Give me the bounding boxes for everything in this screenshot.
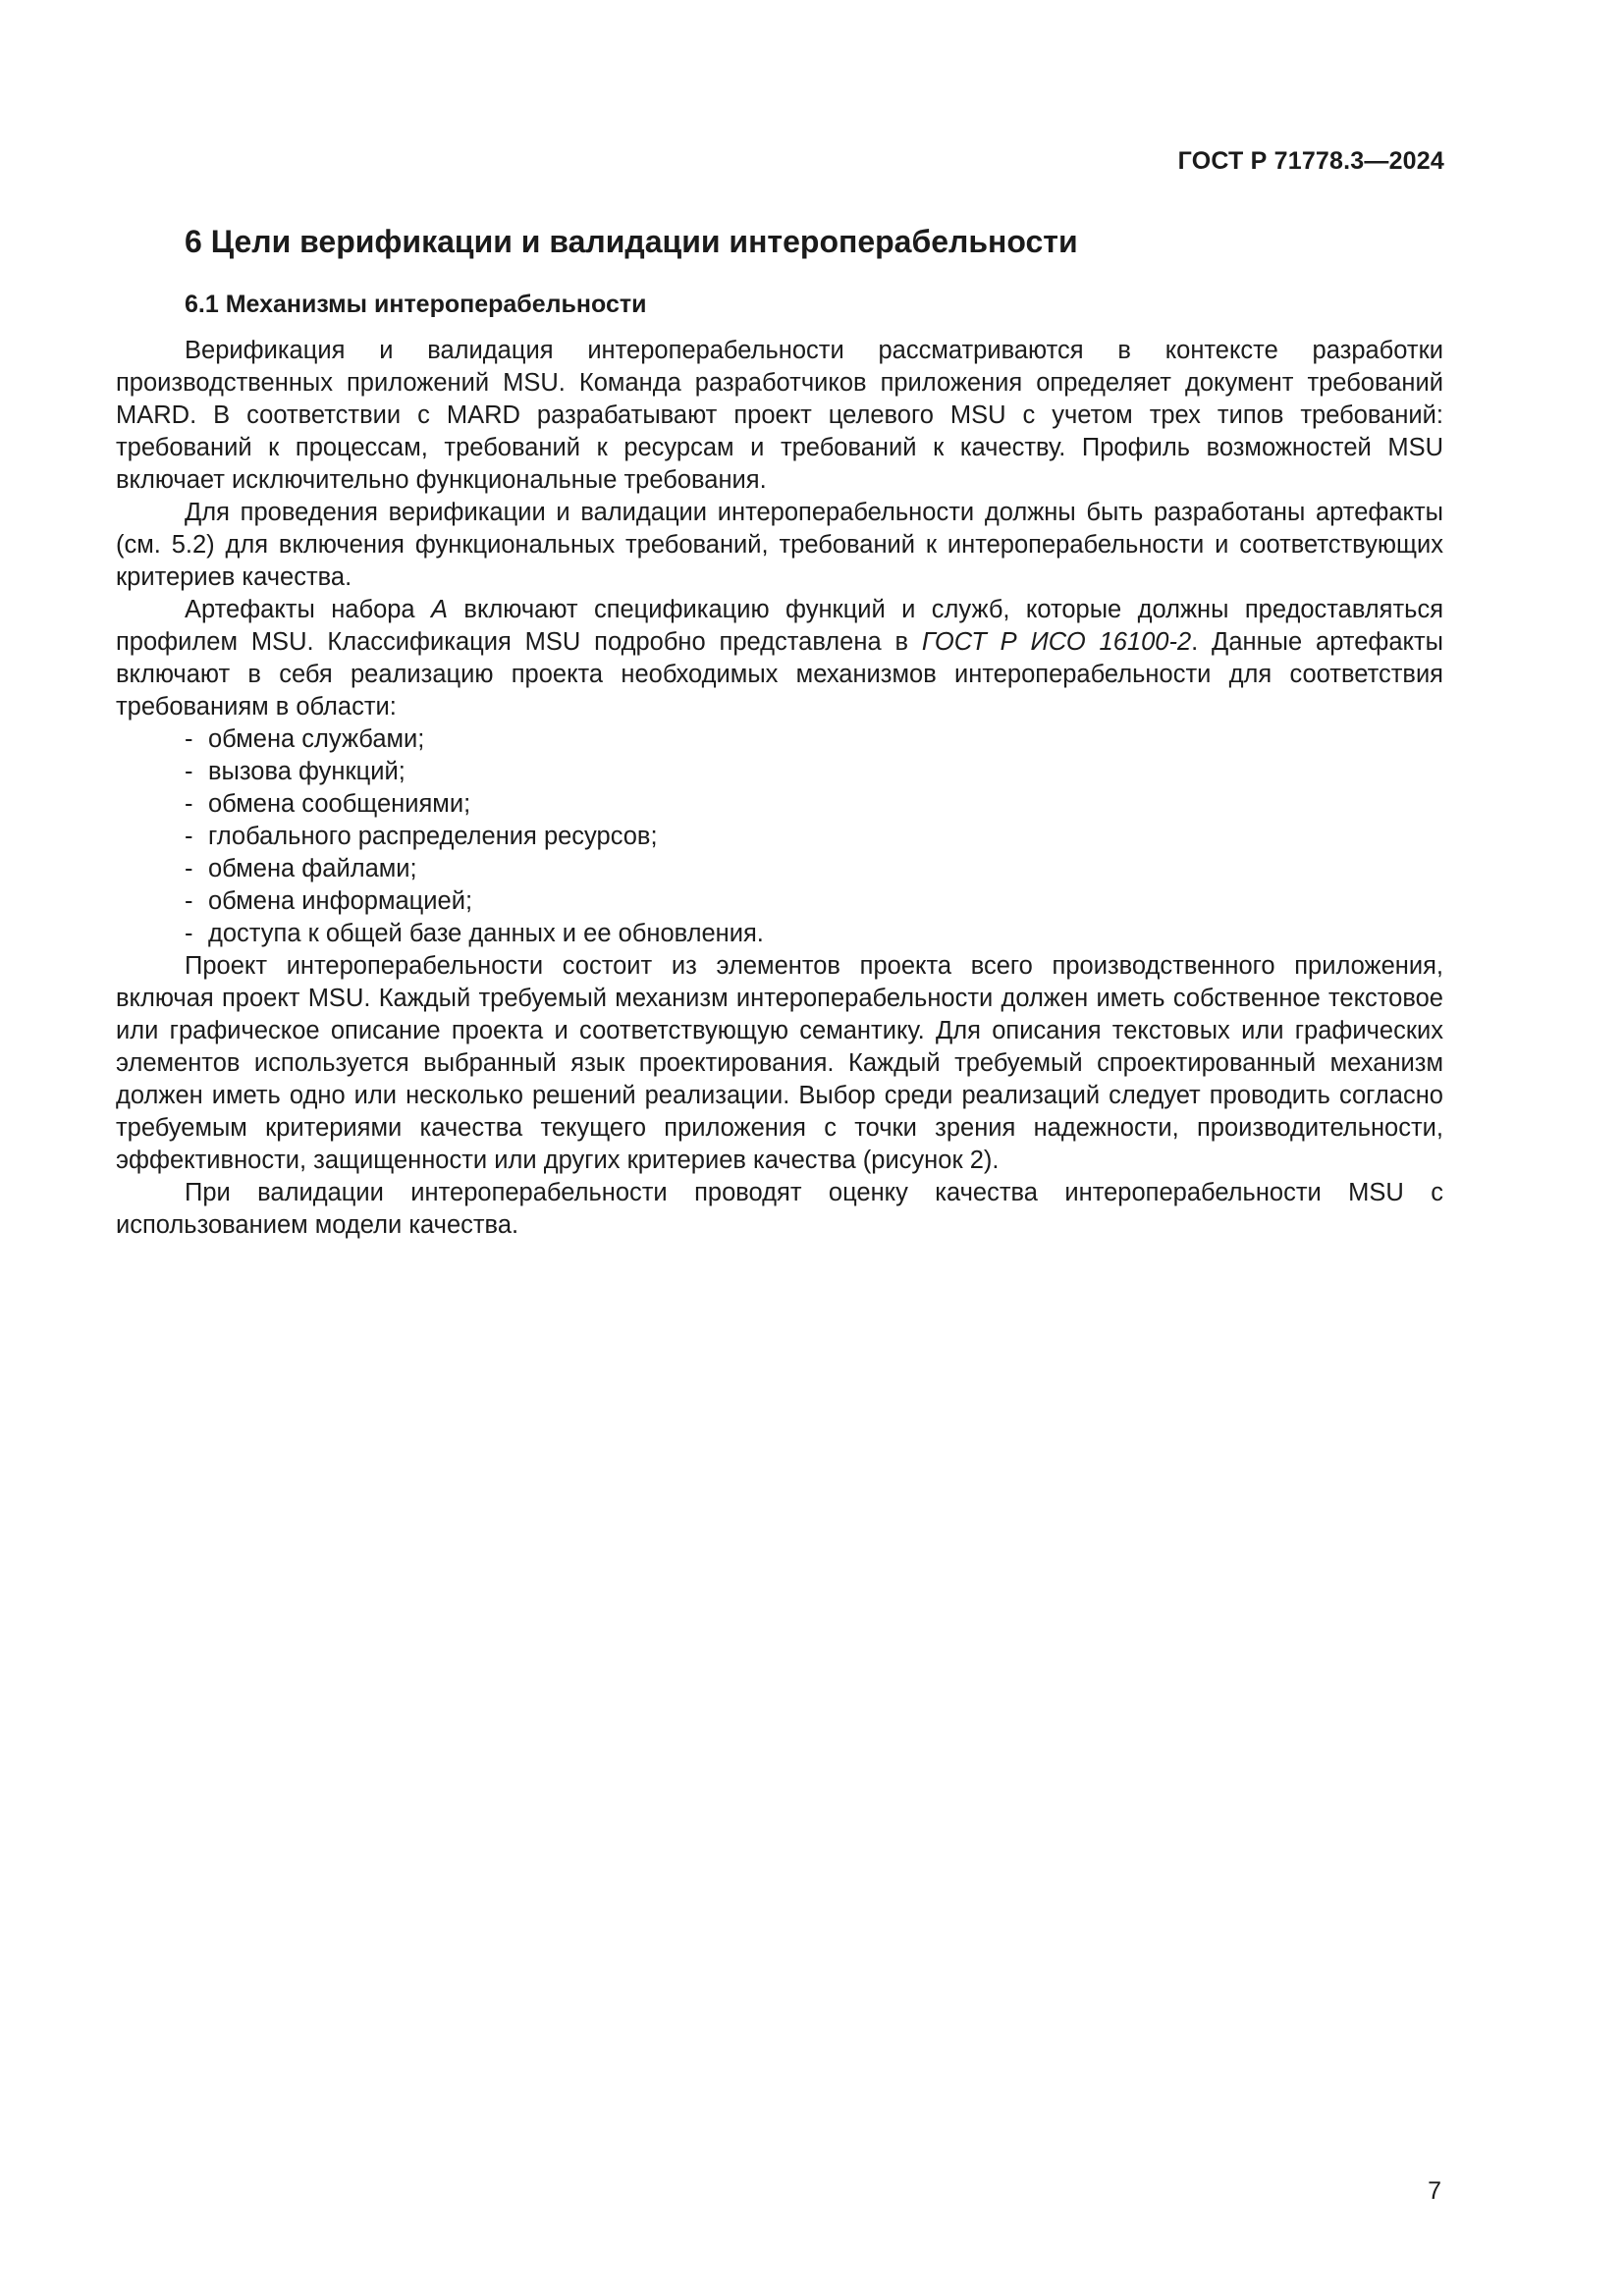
list-dash: - bbox=[185, 725, 193, 753]
list-item bbox=[185, 918, 1443, 950]
page-number: 7 bbox=[1428, 2177, 1441, 2205]
body-text bbox=[116, 335, 1443, 1242]
list-item-text: обмена информацией; bbox=[208, 887, 473, 915]
list-item-text: вызова функций; bbox=[208, 758, 406, 785]
paragraph-1: Верификация и валидация интероперабельности рассматриваются в контексте разработки производственных приложений MSU. Команда разработчиков приложения определяет документ требований MARD. В соответствии с MARD разрабатывают проект целевого MSU с учетом трех типов требований: требований к процессам, требований к ресурсам и требований к качеству. Профиль возможностей MSU включает исключительно функциональные требования. bbox=[116, 337, 1443, 494]
list-item-text: обмена службами; bbox=[208, 725, 425, 753]
paragraph-3-text-b: включают спецификацию функций и служб, которые должны предоставляться профилем MSU. Классификация MSU подробно представлена в bbox=[116, 596, 1444, 656]
standard-reference: ГОСТ Р ИСО 16100-2 bbox=[921, 628, 1192, 656]
list-item bbox=[185, 885, 1443, 918]
paragraph-4: Проект интероперабельности состоит из элементов проекта всего производственного приложения, включая проект MSU. Каждый требуемый механизм интероперабельности должен иметь собственное текстовое или графическое описание проекта и соответствующую семантику. Для описания текстовых или графических элементов используется выбранный язык проектирования. Каждый требуемый спроектированный механизм должен иметь одно или несколько решений реализации. Выбор среди реализаций следует проводить согласно требуемым критериями качества текущего приложения с точки зрения надежности, производительности, эффективности, защищенности или других критериев качества (рисунок 2). bbox=[116, 952, 1443, 1174]
list-dash: - bbox=[185, 887, 193, 915]
list-dash: - bbox=[185, 855, 193, 882]
subsection-title: 6.1 Механизмы интероперабельности bbox=[185, 291, 647, 318]
list-dash: - bbox=[185, 790, 193, 818]
list-item-text: глобального распределения ресурсов; bbox=[208, 823, 658, 850]
document-code: ГОСТ Р 71778.3—2024 bbox=[1177, 147, 1444, 175]
list-item-text: доступа к общей базе данных и ее обновления. bbox=[208, 920, 764, 947]
list-item-text: обмена файлами; bbox=[208, 855, 417, 882]
set-name: A bbox=[431, 596, 449, 623]
mechanism-list bbox=[116, 723, 1443, 950]
list-item bbox=[185, 756, 1443, 788]
list-dash: - bbox=[185, 823, 193, 850]
section-title: 6 Цели верификации и валидации интероперабельности bbox=[185, 224, 1078, 259]
paragraph-2: Для проведения верификации и валидации интероперабельности должны быть разработаны артефакты (см. 5.2) для включения функциональных требований, требований к интероперабельности и соответствующих критериев качества. bbox=[116, 499, 1443, 591]
list-item bbox=[185, 788, 1443, 821]
paragraph-5: При валидации интероперабельности проводят оценку качества интероперабельности MSU с использованием модели качества. bbox=[116, 1179, 1443, 1239]
paragraph-3 bbox=[116, 594, 1443, 723]
list-dash: - bbox=[185, 920, 193, 947]
list-item bbox=[185, 821, 1443, 853]
list-item-text: обмена сообщениями; bbox=[208, 790, 471, 818]
list-item bbox=[185, 853, 1443, 885]
list-item bbox=[185, 723, 1443, 756]
paragraph-3-text-c: . Данные артефакты включают в себя реализацию проекта необходимых механизмов интероперабельности для соответствия требованиям в области: bbox=[116, 628, 1443, 721]
paragraph-3-text-a: Артефакты набора bbox=[185, 596, 432, 623]
list-dash: - bbox=[185, 758, 193, 785]
